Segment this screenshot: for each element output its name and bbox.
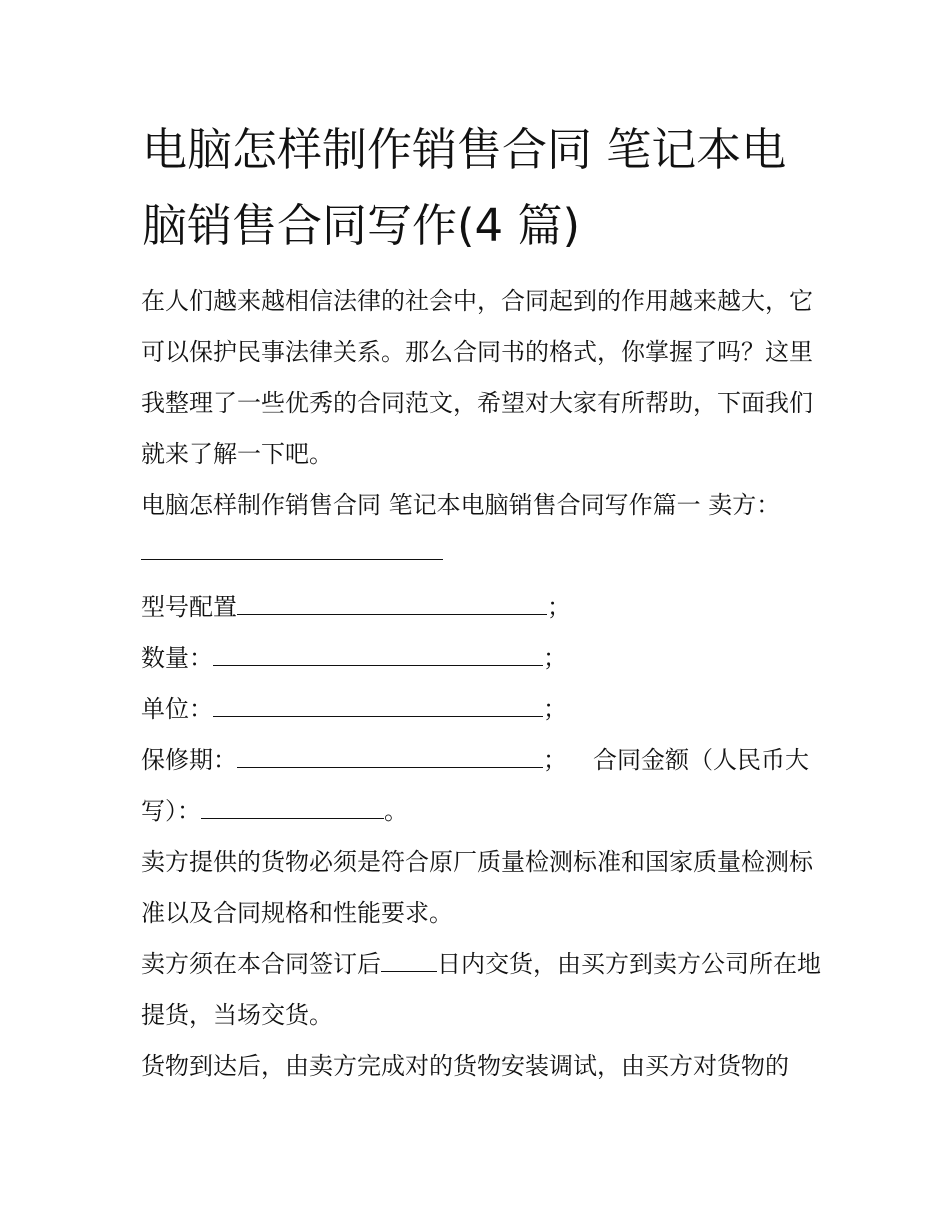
field-model	[141, 582, 821, 633]
field-unit-label: 单位：	[141, 695, 213, 723]
seller-blank-line	[141, 531, 443, 560]
quality-paragraph: 卖方提供的货物必须是符合原厂质量检测标准和国家质量检测标准以及合同规格和性能要求。	[141, 848, 813, 927]
delivery-text-b: 日内交货，由买方到卖方公司所在地提货，当场交货。	[141, 950, 821, 1029]
delivery-paragraph	[141, 939, 821, 1041]
intro-paragraph: 在人们越来越相信法律的社会中，合同起到的作用越来越大，它可以保护民事法律关系。那么合同书的格式，你掌握了吗？这里我整理了一些优秀的合同范文，希望对大家有所帮助，下面我们就来了解一下吧。	[141, 287, 813, 468]
field-quantity-blank	[213, 645, 543, 666]
install-paragraph: 货物到达后，由卖方完成对的货物安装调试，由买方对货物的	[141, 1052, 789, 1080]
field-model-end: ；	[547, 593, 571, 621]
field-warranty-end: ；	[543, 746, 567, 774]
document-body	[141, 276, 821, 1092]
field-quantity	[141, 633, 821, 684]
field-unit-end: ；	[543, 695, 567, 723]
field-unit	[141, 684, 821, 735]
field-warranty-label: 保修期：	[141, 746, 237, 774]
field-model-blank	[237, 594, 547, 615]
field-amount-label: 合同金额（人民币大写）：	[141, 746, 809, 825]
field-unit-blank	[213, 696, 543, 717]
section-heading: 电脑怎样制作销售合同 笔记本电脑销售合同写作篇一 卖方：	[141, 491, 781, 519]
document-title: 电脑怎样制作销售合同 笔记本电脑销售合同写作(4 篇)	[142, 123, 787, 252]
field-model-label: 型号配置	[141, 593, 237, 621]
field-amount-blank	[201, 798, 384, 819]
field-warranty-blank	[237, 747, 543, 768]
delivery-days-blank	[381, 951, 437, 972]
delivery-text-a: 卖方须在本合同签订后	[141, 950, 381, 978]
field-quantity-label: 数量：	[141, 644, 213, 672]
field-amount-end: 。	[384, 797, 408, 825]
field-quantity-end: ；	[543, 644, 567, 672]
field-warranty-amount	[141, 735, 821, 837]
